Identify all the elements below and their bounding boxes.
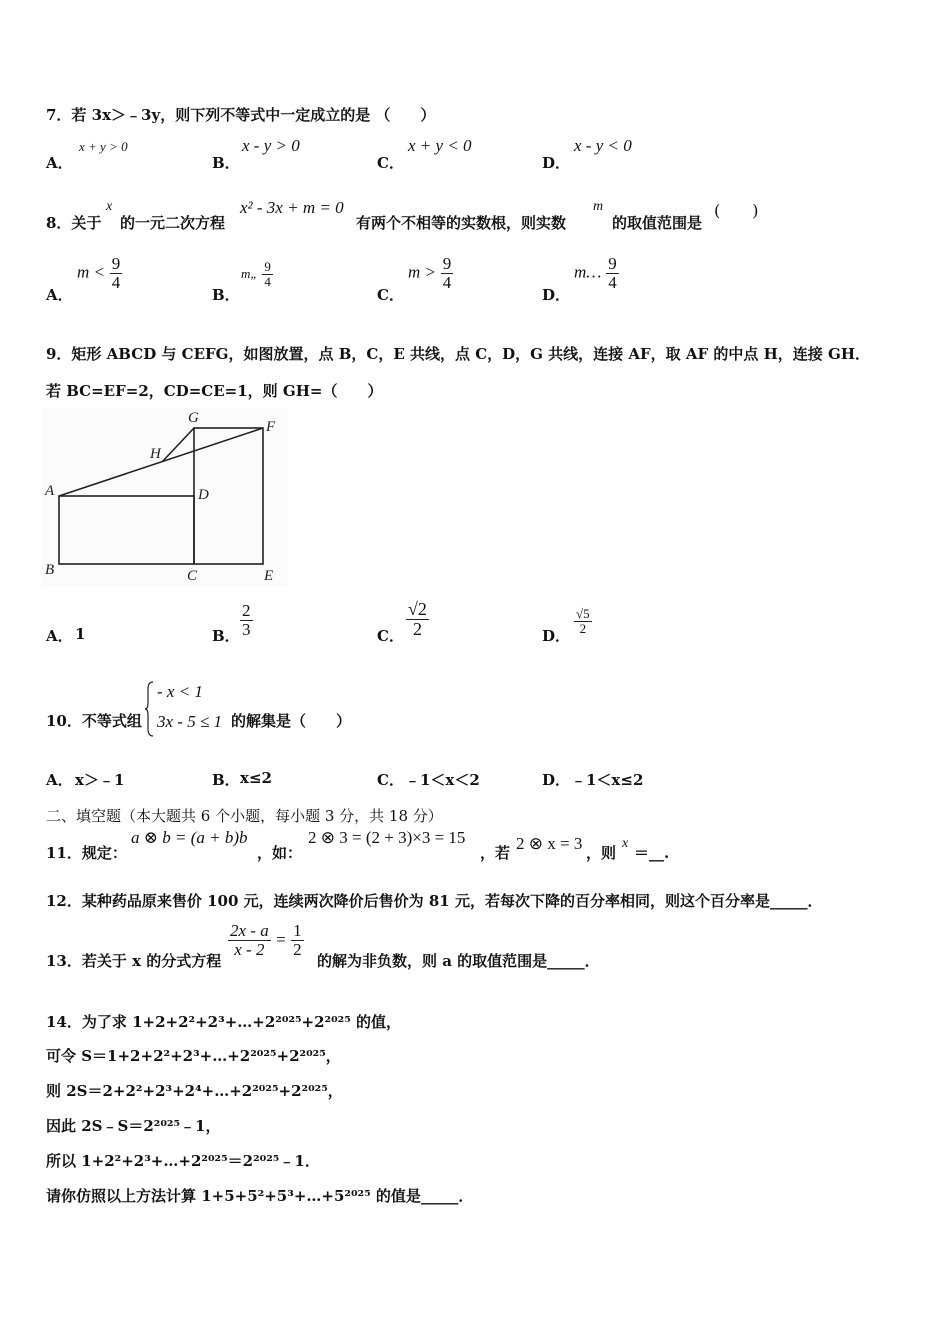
q13-right-frac: $\frac{1}{2}$ [293,921,302,959]
q9-option-d-label: D． [542,627,571,645]
q13-equation [228,922,304,959]
q10-system-brace [144,681,154,737]
q10-stem-a: 10．不等式组 [46,712,142,730]
q11-text-c: ，若 [480,844,511,862]
q11-text-d: ，则 [586,844,617,862]
q10-option-b-label: B． [212,771,240,789]
q8-answer-paren: ( ) [714,201,759,220]
q9-option-a-label: A． [46,627,73,645]
q10-option-d-label: D． [542,771,571,789]
q14-line-6: 请你仿照以上方法计算 1+5+5²+5³+…+5²⁰²⁵ 的值是_____． [46,1187,474,1205]
q7-option-d-expr: x - y < 0 [574,136,632,155]
q12-text: 12．某种药品原来售价 100 元，连续两次降价后售价为 81 元，若每次下降的百分率相同，则这个百分率是_____． [46,892,823,910]
q8-option-c-expr [408,255,453,292]
section-heading: 二、填空题（本大题共 6 个小题，每小题 3 分，共 18 分） [46,807,443,825]
label-a: A [45,483,55,499]
q8-option-b-frac: $\frac{9}{4}$ [264,259,271,289]
label-d: D [198,487,209,503]
q9-option-b-label: B． [212,627,240,645]
q8-option-d-label: D． [542,286,571,304]
q13-text-a: 13．若关于 x 的分式方程 [46,952,222,970]
q9-option-c-frac: $\frac{√2}{2}$ [408,599,427,639]
q13-left-frac: $\frac{2x - a}{x - 2}$ [230,921,269,959]
q7-option-d-label: D． [542,154,571,172]
q7-option-a-label: A． [46,154,73,172]
q8-stem-d: 的取值范围是 [612,214,703,232]
q9-option-b-frac: $\frac{2}{3}$ [242,601,251,639]
q8-option-a-frac: $\frac{9}{4}$ [111,254,121,292]
q8-option-b-label: B． [212,286,240,304]
q11-text-b: ，如： [257,844,303,862]
q8-option-a-expr [77,255,122,292]
q7-option-b-expr: x - y > 0 [242,136,300,155]
q8-option-a-label: A． [46,286,73,304]
q10-inequality-2: 3x - 5 ≤ 1 [157,712,223,731]
label-h: H [150,446,161,462]
q10-option-c-value: ﹣1＜x＜2 [405,771,480,789]
q8-option-d-left: m… [574,262,602,282]
q8-option-d-frac: $\frac{9}{4}$ [608,254,617,292]
label-e: E [264,568,274,584]
q8-option-b-expr [241,260,273,288]
label-c: C [187,568,198,584]
q8-stem-c: 有两个不相等的实数根，则实数 [356,214,567,232]
q8-stem-b: 的一元二次方程 [120,214,226,232]
q8-stem-a: 8．关于 [46,214,102,232]
q8-option-b-left: m„ [241,266,258,282]
label-f: F [266,419,276,435]
q14-line-5: 所以 1+2²+2³+…+2²⁰²⁵＝2²⁰²⁵﹣1． [46,1152,320,1170]
q8-var-m: m [593,199,604,214]
q8-option-c-left: m > [408,262,436,282]
q13-text-b: 的解为非负数，则 a 的取值范围是_____． [317,952,600,970]
q8-option-c-label: C． [377,286,404,304]
q8-var-x: x [106,199,113,214]
q8-option-d-expr [574,255,619,292]
q7-option-b-label: B． [212,154,240,172]
q11-definition: a ⊗ b = (a + b)b [131,828,248,847]
q11-condition: 2 ⊗ x = 3 [516,834,583,853]
q10-option-c-label: C． [377,771,404,789]
q8-equation: x² - 3x + m = 0 [240,198,344,217]
q14-line-2: 可令 S＝1+2+2²+2³+…+2²⁰²⁵+2²⁰²⁵， [46,1047,341,1065]
q10-option-d-value: ﹣1＜x≤2 [571,771,644,789]
q8-option-a-left: m < [77,262,105,282]
q7-option-a-expr: x + y > 0 [79,139,128,154]
q11-var-x: x [622,836,629,851]
q10-inequality-1: - x < 1 [157,682,203,701]
q9-option-d-expr [574,607,592,635]
q11-text-e: ＝__. [634,844,670,862]
q7-stem: 7．若 3x＞﹣3y，则下列不等式中一定成立的是 （ ） [46,106,436,124]
q10-option-a-value: x＞﹣1 [75,771,125,789]
q9-figure [42,408,288,586]
q9-option-d-frac: $\frac{√5}{2}$ [576,606,590,636]
q9-option-c-expr [406,600,429,639]
q9-line1: 9．矩形 ABCD 与 CEFG，如图放置，点 B，C，E 共线，点 C，D，G 共线，连接 AF，取 AF 的中点 H，连接 GH． [46,345,871,363]
q10-stem-b: 的解集是（ ） [231,712,352,730]
q7-option-c-expr: x + y < 0 [408,136,472,155]
q14-line-1: 14．为了求 1+2+2²+2³+…+2²⁰²⁵+2²⁰²⁵ 的值， [46,1013,402,1031]
label-g: G [188,410,199,426]
q7-option-c-label: C． [377,154,404,172]
q10-option-b-value: x≤2 [240,769,272,787]
q9-option-b-expr [240,602,253,639]
q9-option-c-label: C． [377,627,404,645]
q14-line-4: 因此 2S﹣S＝2²⁰²⁵﹣1， [46,1117,221,1135]
q9-option-a-value: 1 [75,625,86,643]
q11-example: 2 ⊗ 3 = (2 + 3)×3 = 15 [308,828,466,847]
q9-line2: 若 BC=EF=2，CD=CE=1，则 GH=（ ） [46,382,383,400]
q14-line-3: 则 2S＝2+2²+2³+2⁴+…+2²⁰²⁵+2²⁰²⁵， [46,1082,343,1100]
q8-option-c-frac: $\frac{9}{4}$ [442,254,452,292]
label-b: B [45,562,55,578]
q11-text-a: 11．规定： [46,844,127,862]
q10-option-a-label: A． [46,771,73,789]
q13-equals: = [276,929,286,949]
